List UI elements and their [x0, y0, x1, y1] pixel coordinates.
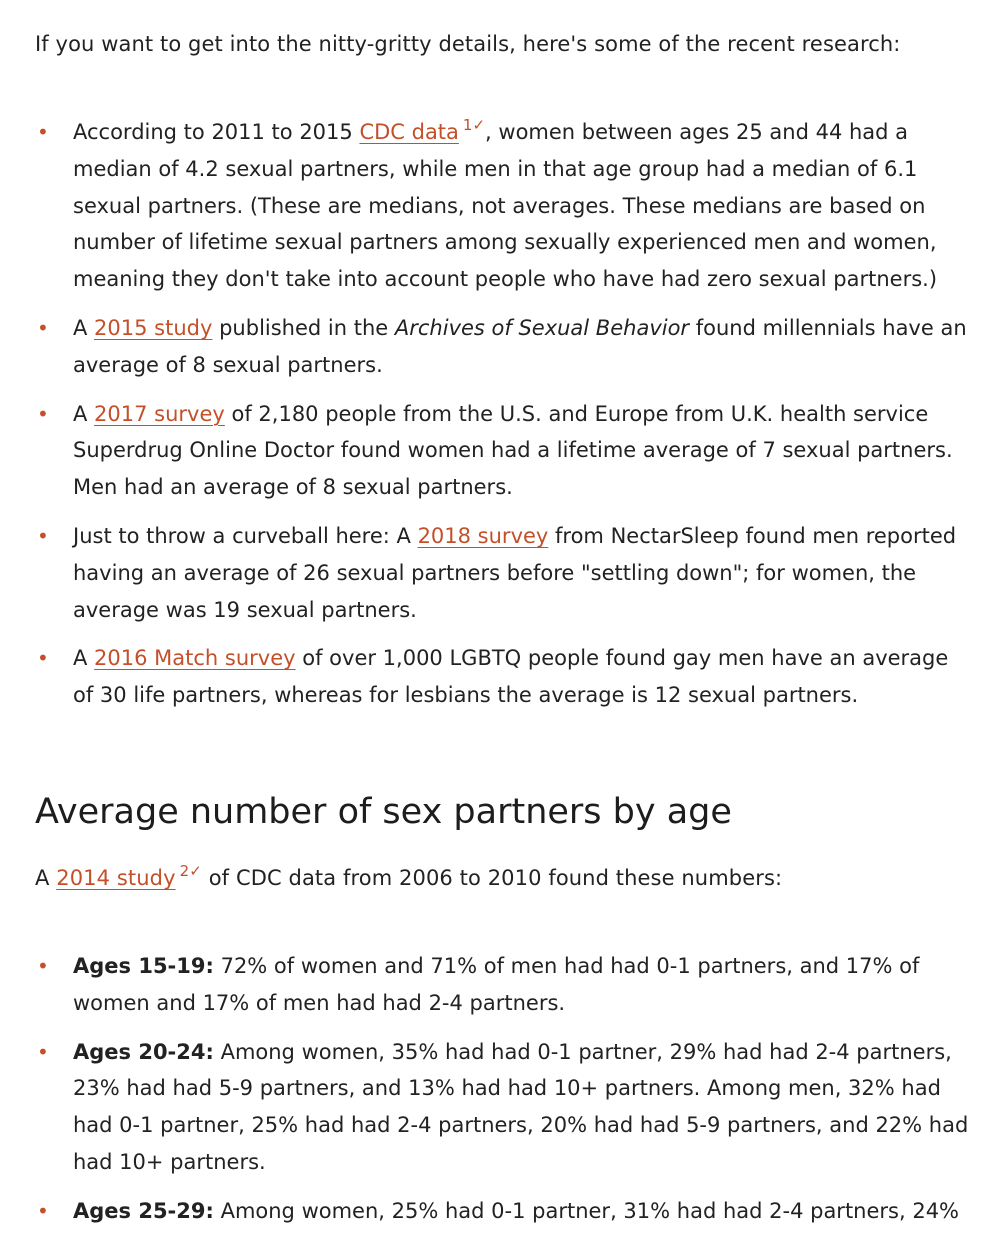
item-text: published in the [212, 315, 395, 340]
list-item [35, 640, 971, 714]
item-text: Among women, 35% had had 0-1 partner, 29% had had 2-4 partners, 23% had had 5-9 partners, and 13% had had 10+ partners. Among men, 32% had had 0-1 partner, 25% had had 2-4 partners, 20% had had 5-9 partners, and 22% had had 10+ partners. [73, 1039, 969, 1174]
list-item [35, 396, 971, 506]
item-text: Among women, 25% had 0-1 partner, 31% had had 2-4 partners, 24% [213, 1198, 960, 1223]
bullet-icon: • [37, 1039, 49, 1064]
bullet-icon: • [37, 953, 49, 978]
2014-study-link[interactable]: 2014 study [56, 865, 176, 890]
list-item [35, 1034, 971, 1181]
item-text: of 2,180 people from the U.S. and Europe from U.K. health service Superdrug Online Doctor found women had a lifetime average of 7 sexual partners. Men had an average of 8 sexual partners. [73, 401, 953, 500]
citation-1[interactable] [463, 116, 485, 134]
bullet-icon: • [37, 646, 49, 671]
list-item [35, 518, 971, 628]
research-list [35, 114, 971, 714]
item-text: from NectarSleep found men reported having an average of 26 sexual partners before "settling down"; for women, the average was 19 sexual partners. [73, 523, 957, 622]
item-text: 72% of women and 71% of men had had 0-1 partners, and 17% of women and 17% of men had had 2-4 partners. [73, 953, 920, 1015]
item-text: Just to throw a curveball here: A [73, 523, 418, 548]
bullet-icon: • [37, 523, 49, 548]
2016-match-survey-link[interactable]: 2016 Match survey [94, 646, 296, 671]
bullet-icon: • [37, 401, 49, 426]
bullet-icon: • [37, 315, 49, 340]
item-text: of over 1,000 LGBTQ people found gay men have an average of 30 life partners, whereas for lesbians the average is 12 sexual partners. [73, 646, 949, 708]
age-group-list [35, 948, 971, 1230]
citation-2[interactable] [180, 862, 202, 880]
cdc-data-link[interactable]: CDC data [359, 120, 459, 144]
list-item [35, 948, 971, 1022]
2015-study-link[interactable]: 2015 study [94, 315, 213, 340]
section-intro [35, 860, 971, 896]
research-intro: If you want to get into the nitty-gritty details, here's some of the recent research: [35, 32, 901, 56]
2018-survey-link[interactable]: 2018 survey [417, 523, 549, 548]
check-icon: ✓ [189, 861, 202, 880]
item-text: According to 2011 to 2015 [73, 120, 360, 144]
list-item [35, 1193, 971, 1230]
check-icon: ✓ [472, 116, 486, 134]
2017-survey-link[interactable]: 2017 survey [94, 401, 225, 426]
item-text: found millennials have an average of 8 sexual partners. [73, 315, 967, 377]
intro-text: of CDC data from 2006 to 2010 found these numbers: [201, 865, 783, 890]
list-item [35, 310, 971, 384]
age-label: Ages 25-29: [73, 1198, 214, 1223]
bullet-icon: • [37, 1198, 49, 1223]
item-text: A [73, 315, 95, 340]
list-item [35, 114, 971, 298]
bullet-icon: • [37, 120, 49, 144]
age-label: Ages 20-24: [73, 1039, 214, 1064]
age-label: Ages 15-19: [73, 953, 214, 978]
intro-text: A [35, 865, 57, 890]
journal-title: Archives of Sexual Behavior [394, 315, 690, 340]
item-text: , women between ages 25 and 44 had a median of 4.2 sexual partners, while men in that age group had a median of 6.1 sexual partners. (These are medians, not averages. These medians are based on number of lifetime sexual partners among sexually experienced men and women, meaning they don't take into account people who have had zero sexual partners.) [73, 120, 938, 292]
section-heading: Average number of sex partners by age [35, 791, 732, 832]
item-text: A [73, 401, 95, 426]
item-text: A [73, 646, 95, 671]
citation-number: 1 [462, 116, 473, 134]
citation-number: 2 [179, 861, 190, 880]
